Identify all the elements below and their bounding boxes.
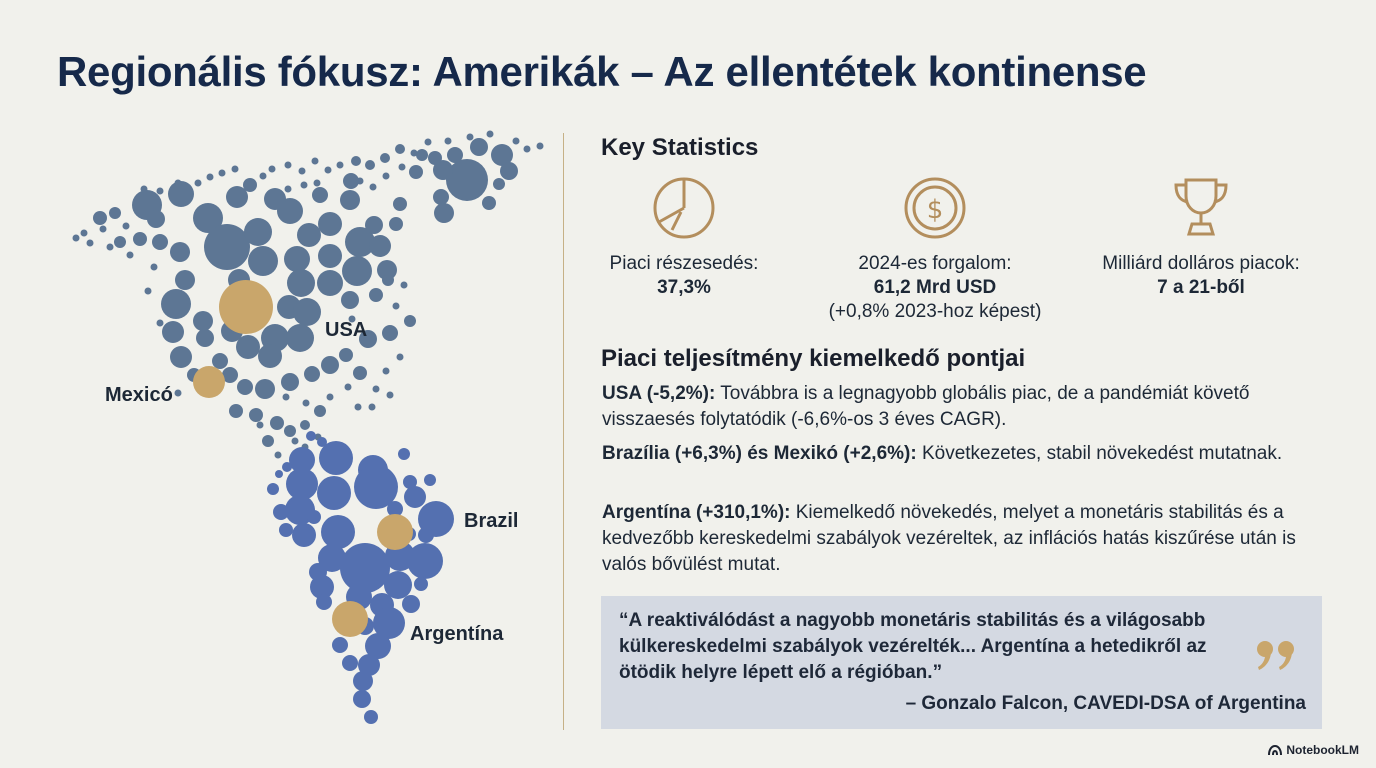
bubble-greenland: [409, 165, 423, 179]
bubble-north-america: [258, 344, 282, 368]
bubble-north-america: [286, 324, 314, 352]
bubble-greenland: [395, 144, 405, 154]
bubble-dot: [269, 166, 276, 173]
map-label-argentina: Argentína: [410, 623, 504, 645]
highlight-brazil-mexico: [602, 441, 1322, 467]
bubble-north-america: [318, 212, 342, 236]
bubble-dot: [157, 188, 164, 195]
bubble-north-america: [93, 211, 107, 225]
bubble-north-america: [382, 325, 398, 341]
bubble-dot: [107, 244, 114, 251]
notebooklm-logo-icon: [1268, 745, 1282, 756]
bubble-south-america: [279, 523, 293, 537]
bubble-dot: [175, 390, 182, 397]
bubble-north-america: [175, 270, 195, 290]
bubble-north-america: [244, 218, 272, 246]
column-divider: [563, 133, 564, 730]
key-statistics-heading: Key Statistics: [601, 134, 759, 161]
bubble-north-america: [162, 321, 184, 343]
bubble-mexico-highlight: [193, 366, 225, 398]
bubble-dot: [314, 180, 321, 187]
bubble-south-america: [398, 448, 410, 460]
bubble-dot: [399, 164, 406, 171]
bubble-north-america: [404, 315, 416, 327]
bubble-dot: [73, 235, 80, 242]
bubble-dot: [513, 138, 520, 145]
highlight-label: Argentína (+310,1%):: [602, 502, 791, 523]
bubble-south-america: [307, 510, 321, 524]
bubble-south-america: [424, 474, 436, 486]
bubble-north-america: [293, 298, 321, 326]
quote-mark-icon: [1256, 640, 1296, 672]
bubble-greenland: [500, 162, 518, 180]
bubble-dot: [275, 452, 282, 459]
bubble-north-america: [389, 217, 403, 231]
bubble-dot: [127, 252, 134, 259]
bubble-south-america: [403, 475, 417, 489]
bubble-south-america: [407, 543, 443, 579]
bubble-north-america: [287, 269, 315, 297]
trophy-icon: [1168, 176, 1234, 240]
bubble-south-america: [267, 483, 279, 495]
bubble-dot: [537, 143, 544, 150]
map-label-brazil: Brazil: [464, 510, 519, 532]
bubble-south-america: [292, 523, 316, 547]
bubble-brazil-highlight: [377, 514, 413, 550]
bubble-dot: [397, 354, 404, 361]
bubble-north-america: [304, 366, 320, 382]
highlight-text: Következetes, stabil növekedést mutatnak.: [916, 443, 1283, 464]
bubble-south-america: [317, 437, 327, 447]
bubble-north-america: [152, 234, 168, 250]
bubble-north-america: [109, 207, 121, 219]
bubble-north-america: [114, 236, 126, 248]
bubble-north-america: [317, 270, 343, 296]
bubble-south-america: [316, 594, 332, 610]
bubble-greenland: [447, 147, 463, 163]
stat-billion-markets: [1080, 176, 1322, 300]
bubble-greenland: [380, 153, 390, 163]
bubble-north-america: [297, 223, 321, 247]
bubble-north-america: [248, 246, 278, 276]
highlight-usa: [602, 381, 1322, 433]
bubble-argentina-highlight: [332, 601, 368, 637]
bubble-dot: [87, 240, 94, 247]
bubble-dot: [81, 230, 88, 237]
bubble-north-america: [369, 288, 383, 302]
bubble-north-america: [342, 256, 372, 286]
bubble-dot: [303, 400, 310, 407]
bubble-north-america: [369, 235, 391, 257]
bubble-dot: [283, 394, 290, 401]
quote-box: [601, 596, 1322, 729]
bubble-dot: [467, 134, 474, 141]
bubble-dot: [175, 180, 182, 187]
bubble-north-america: [236, 335, 260, 359]
bubble-greenland: [434, 203, 454, 223]
bubble-north-america: [284, 425, 296, 437]
bubble-dot: [325, 167, 332, 174]
bubble-north-america: [341, 291, 359, 309]
bubble-north-america: [212, 353, 228, 369]
bubble-south-america: [273, 504, 289, 520]
bubble-north-america: [314, 405, 326, 417]
bubble-north-america: [229, 404, 243, 418]
bubble-dot: [145, 288, 152, 295]
bubble-dot: [393, 303, 400, 310]
bubble-dot: [207, 174, 214, 181]
bubble-south-america: [317, 476, 351, 510]
page-title: Regionális fókusz: Amerikák – Az ellentétek kontinense: [57, 48, 1147, 95]
bubble-north-america: [243, 178, 257, 192]
bubble-dot: [355, 404, 362, 411]
brand-name: NotebookLM: [1286, 743, 1359, 757]
bubble-north-america: [262, 435, 274, 447]
bubble-north-america: [170, 242, 190, 262]
bubble-greenland: [365, 160, 375, 170]
stat-revenue: [805, 176, 1065, 324]
bubble-greenland: [433, 189, 449, 205]
bubble-greenland: [446, 159, 488, 201]
bubble-dot: [232, 166, 239, 173]
bubble-north-america: [168, 181, 194, 207]
bubble-dot: [123, 223, 130, 230]
quote-author: – Gonzalo Falcon, CAVEDI-DSA of Argentina: [905, 693, 1306, 714]
bubble-south-america: [364, 710, 378, 724]
bubble-north-america: [284, 246, 310, 272]
bubble-north-america: [133, 232, 147, 246]
bubble-north-america: [339, 348, 353, 362]
highlight-text: Továbbra is a legnagyobb globális piac, de a pandémiát követő visszaesés folytatódik (-6,6%-os 3 éves CAGR).: [602, 383, 1250, 430]
bubble-dot: [357, 178, 364, 185]
bubble-dot: [487, 131, 494, 138]
stat-note: (+0,8% 2023-hoz képest): [828, 301, 1042, 322]
bubble-north-america: [340, 190, 360, 210]
bubble-dot: [141, 186, 148, 193]
bubble-greenland: [428, 151, 442, 165]
bubble-dot: [411, 150, 418, 157]
bubble-dot: [373, 386, 380, 393]
stat-label: Piaci részesedés:: [609, 253, 759, 274]
bubble-north-america: [204, 224, 250, 270]
bubble-dot: [383, 368, 390, 375]
bubble-south-america: [418, 527, 434, 543]
bubble-dot: [337, 162, 344, 169]
bubble-greenland: [493, 178, 505, 190]
bubble-dot: [157, 320, 164, 327]
bubble-south-america: [321, 515, 355, 549]
brand-badge: [1268, 743, 1359, 757]
bubble-north-america: [321, 356, 339, 374]
bubble-north-america: [270, 416, 284, 430]
bubble-south-america: [306, 431, 316, 441]
americas-bubble-map: [60, 125, 550, 725]
bubble-greenland: [351, 156, 361, 166]
bubble-south-america: [342, 655, 358, 671]
bubble-greenland: [470, 138, 488, 156]
bubble-north-america: [382, 274, 394, 286]
bubble-dot: [370, 184, 377, 191]
stat-value: 61,2 Mrd USD: [873, 277, 997, 298]
bubble-south-america: [402, 595, 420, 613]
bubble-dot: [327, 394, 334, 401]
bubble-north-america: [264, 188, 286, 210]
bubble-south-america: [353, 671, 373, 691]
stat-label: 2024-es forgalom:: [858, 253, 1012, 274]
bubble-dot: [285, 186, 292, 193]
bubble-south-america: [275, 470, 283, 478]
bubble-south-america: [309, 563, 327, 581]
stat-value: 7 a 21-ből: [1157, 277, 1245, 298]
bubble-north-america: [312, 187, 328, 203]
bubble-dot: [425, 139, 432, 146]
bubble-dot: [285, 162, 292, 169]
stat-market-share: [584, 176, 784, 300]
bubble-north-america: [249, 408, 263, 422]
bubble-dot: [387, 392, 394, 399]
bubble-north-america: [281, 373, 299, 391]
bubble-dot: [312, 158, 319, 165]
highlight-label: Brazília (+6,3%) és Mexikó (+2,6%):: [602, 443, 917, 464]
bubble-north-america: [170, 346, 192, 368]
bubble-dot: [383, 173, 390, 180]
stat-value: 37,3%: [657, 277, 711, 298]
bubble-north-america: [393, 197, 407, 211]
highlight-argentina: [602, 500, 1322, 578]
bubble-dot: [299, 168, 306, 175]
bubble-north-america: [318, 244, 342, 268]
bubble-dot: [100, 226, 107, 233]
pie-chart-icon: [651, 176, 717, 240]
bubble-greenland: [482, 196, 496, 210]
bubble-dot: [401, 282, 408, 289]
svg-text:$: $: [926, 195, 944, 225]
bubble-north-america: [196, 329, 214, 347]
bubble-dot: [151, 264, 158, 271]
bubble-north-america: [161, 289, 191, 319]
bubble-south-america: [404, 486, 426, 508]
bubble-dot: [219, 170, 226, 177]
bubble-north-america: [300, 420, 310, 430]
bubble-south-america: [332, 637, 348, 653]
bubble-north-america: [365, 216, 383, 234]
bubble-dot: [524, 146, 531, 153]
bubble-dot: [445, 138, 452, 145]
bubble-north-america: [255, 379, 275, 399]
bubble-dot: [260, 173, 267, 180]
map-label-mexico: Mexicó: [105, 384, 173, 406]
bubble-south-america: [353, 690, 371, 708]
highlight-text: Kiemelkedő növekedés, melyet a monetáris stabilitás és a kedvezőbb kereskedelmi szabályok vezéreltek, az inflációs hatás kiszűrése után is valós bővülést mutat.: [602, 502, 1296, 575]
highlight-label: USA (-5,2%):: [602, 383, 716, 404]
bubble-dot: [292, 438, 299, 445]
quote-text: “A reaktiválódást a nagyobb monetáris stabilitás és a világosabb külkereskedelmi szabályok vezérelték... Argentína a hetedikről az ötödik helyre lépett elő a régióban.”: [619, 610, 1207, 683]
stat-label: Milliárd dolláros piacok:: [1102, 253, 1300, 274]
bubble-dot: [369, 404, 376, 411]
bubble-dot: [345, 384, 352, 391]
bubble-dot: [301, 182, 308, 189]
bubble-usa-highlight: [219, 280, 273, 334]
highlights-heading: Piaci teljesítmény kiemelkedő pontjai: [601, 345, 1026, 372]
bubble-south-america: [414, 577, 428, 591]
bubble-north-america: [353, 366, 367, 380]
bubble-dot: [257, 422, 264, 429]
bubble-south-america: [282, 462, 292, 472]
bubble-greenland: [416, 149, 428, 161]
dollar-coin-icon: [902, 176, 968, 240]
map-label-usa: USA: [325, 319, 368, 341]
bubble-north-america: [237, 379, 253, 395]
bubble-north-america: [147, 210, 165, 228]
bubble-dot: [195, 180, 202, 187]
bubble-north-america: [193, 311, 213, 331]
